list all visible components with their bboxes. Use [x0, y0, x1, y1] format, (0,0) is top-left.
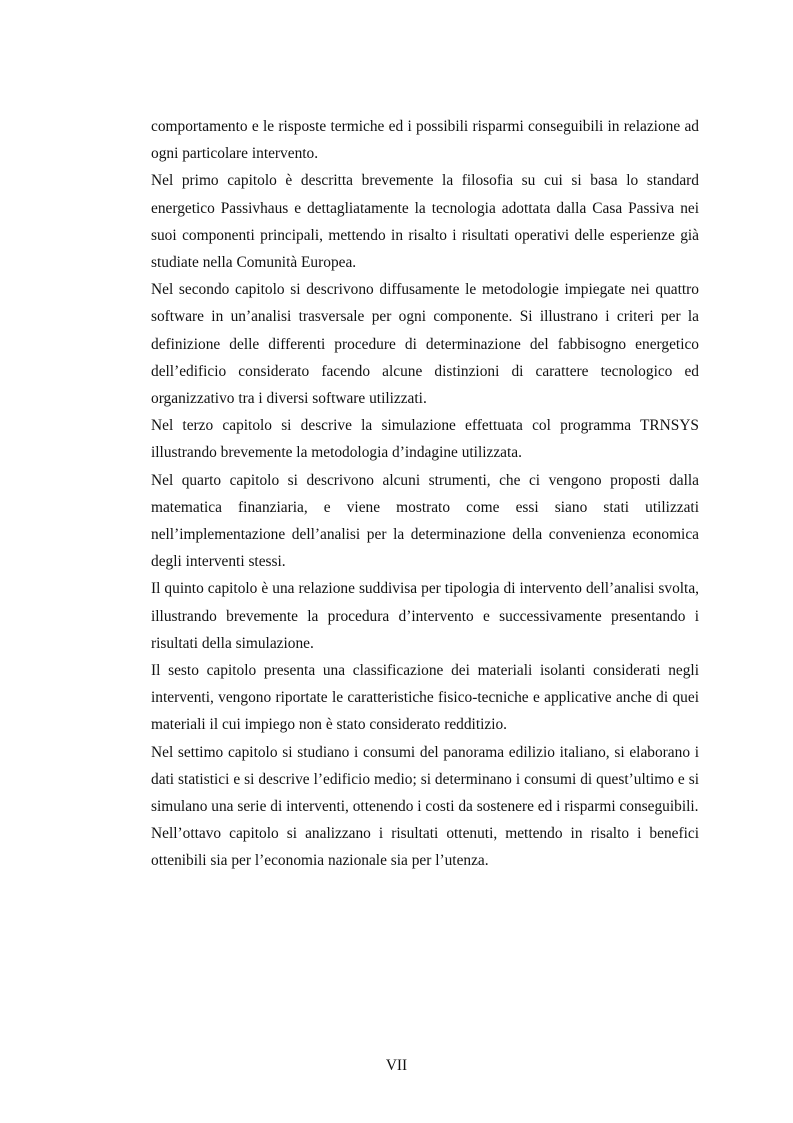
paragraph-chapter-6: Il sesto capitolo presenta una classificazione dei materiali isolanti considerati negli interventi, vengono riportate le caratteristiche fisico-tecniche e applicative anche di quei materiali il cui impiego non è stato considerato redditizio. — [151, 662, 699, 734]
paragraph-chapter-1: Nel primo capitolo è descritta brevemente la filosofia su cui si basa lo standard energetico Passivhaus e dettagliatamente la tecnologia adottata dalla Casa Passiva nei suoi componenti principali, mettendo in risalto i risultati operativi delle esperienze già studiate nella Comunità Europea. — [151, 172, 699, 272]
paragraph-continuation: comportamento e le risposte termiche ed i possibili risparmi conseguibili in relazione ad ogni particolare intervento. — [151, 118, 699, 163]
paragraph-chapter-2: Nel secondo capitolo si descrivono diffusamente le metodologie impiegate nei quattro software in un’analisi trasversale per ogni componente. Si illustrano i criteri per la definizione delle differenti procedure di determinazione del fabbisogno energetico dell’edificio considerato facendo alcune distinzioni di carattere tecnologico ed organizzativo tra i diversi software utilizzati. — [151, 281, 699, 408]
paragraph-chapter-7: Nel settimo capitolo si studiano i consumi del panorama edilizio italiano, si elaborano i dati statistici e si descrive l’edificio medio; si determinano i consumi di quest’ultimo e si simulano una serie di interventi, ottenendo i costi da sostenere ed i risparmi conseguibili. — [151, 743, 699, 816]
paragraph-chapter-8: Nell’ottavo capitolo si analizzano i risultati ottenuti, mettendo in risalto i benefici ottenibili sia per l’economia nazionale sia per l’utenza. — [151, 825, 699, 870]
paragraph-chapter-3: Nel terzo capitolo si descrive la simulazione effettuata col programma TRNSYS illustrando brevemente la metodologia d’indagine utilizzata. — [151, 417, 699, 462]
paragraph-chapter-4: Nel quarto capitolo si descrivono alcuni strumenti, che ci vengono proposti dalla matematica finanziaria, e viene mostrato come essi siano stati utilizzati nell’implementazione dell’analisi per la determinazione della convenienza economica degli interventi stessi. — [151, 471, 699, 571]
paragraph-chapter-5: Il quinto capitolo è una relazione suddivisa per tipologia di intervento dell’analisi svolta, illustrando brevemente la procedura d’intervento e successivamente presentando i risultati della simulazione. — [151, 580, 699, 652]
page-number: VII — [385, 1057, 408, 1074]
body-text — [151, 113, 699, 875]
